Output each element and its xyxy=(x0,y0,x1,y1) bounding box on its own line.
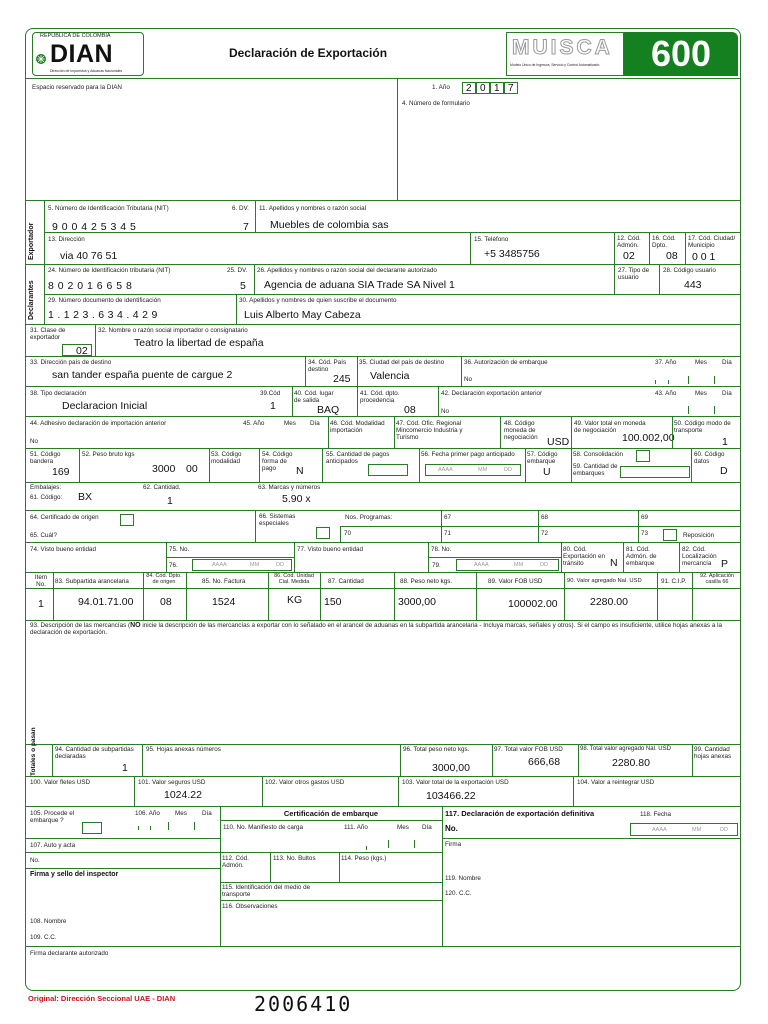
item-header-8: 90. Valor agregado Nal. USD xyxy=(567,578,642,584)
f118-aaaa: AAAA xyxy=(652,827,667,833)
no78-label: 78. No. xyxy=(431,546,452,553)
decl-anterior-label: 42. Declaración exportación anterior xyxy=(441,390,543,397)
item-header-0: Item No. xyxy=(34,574,48,588)
anio-digit-1: 2 xyxy=(462,82,476,94)
declarantes-side-label: Declarantes xyxy=(28,280,35,320)
cod39-label: 39.Cód xyxy=(260,390,281,397)
decl-dv-label: 25. DV. xyxy=(227,267,248,274)
totales-side-label: Totales o pasan xyxy=(30,727,37,776)
mes106-label: Mes xyxy=(175,810,187,817)
serial-number: 2006410 xyxy=(254,992,353,1016)
marcas-value: 5.90 x xyxy=(282,493,311,505)
anio-digit-3: 1 xyxy=(490,82,504,94)
cual-label: 65. Cuál? xyxy=(30,532,57,539)
admon-embarque-label: 81. Cód. Admón. de embarque xyxy=(626,546,657,567)
moneda-value: USD xyxy=(547,436,570,448)
moneda-label: 48. Código moneda de negociación xyxy=(504,420,538,441)
decl-anterior-value: No xyxy=(441,408,450,415)
prog-70: 70 xyxy=(344,530,352,537)
item-row-cell-7: 100002.00 xyxy=(508,598,558,610)
total-exportacion-value: 103466.22 xyxy=(426,790,476,802)
localizacion-label: 82. Cód. Localización mercancía xyxy=(682,546,717,567)
mes111-label: Mes xyxy=(397,824,409,831)
razon-social-value: Muebles de colombia sas xyxy=(270,219,389,231)
consolidacion-box xyxy=(636,450,650,462)
espacio-reservado-label: Espacio reservado para la DIAN xyxy=(32,84,122,91)
suscribe-value: Luis Alberto May Cabeza xyxy=(244,309,361,321)
n76-label: 76. xyxy=(169,562,178,569)
n79-label: 79. xyxy=(432,562,441,569)
dia111-label: Día xyxy=(422,824,432,831)
doc-value: 1 . 1 2 3 . 6 3 4 . 4 2 9 xyxy=(48,309,158,321)
admon112-label: 112. Cód. Admón. xyxy=(222,855,249,869)
prog-71: 71 xyxy=(444,530,452,537)
codigo61-value: BX xyxy=(78,491,93,503)
admon-label: 12. Cód. Admón. xyxy=(617,235,641,249)
seguros-value: 1024.22 xyxy=(164,789,202,801)
codigo-usuario-label: 28. Código usuario xyxy=(663,267,716,274)
item-row-cell-3: 1524 xyxy=(212,596,236,608)
total-fob-label: 97. Total valor FOB USD xyxy=(494,746,563,753)
auto-acta-label: 107. Auto y acta xyxy=(30,842,76,849)
form-title: Declaración de Exportación xyxy=(228,46,388,60)
nit-label: 5. Número de Identificación Tributaria (NIT) xyxy=(48,205,169,212)
doc-label: 29. Número documento de identificación xyxy=(48,297,161,304)
anio45-label: 45. Año xyxy=(243,420,265,427)
modalidad-importacion-label: 46. Cód. Modalidad importación xyxy=(330,420,385,434)
item-row-cell-0: 1 xyxy=(38,598,44,610)
localizacion-value: P xyxy=(721,558,729,570)
nit-value: 9 0 0 4 2 5 3 4 5 xyxy=(52,221,137,233)
item-header-7: 89. Valor FOB USD xyxy=(488,578,543,585)
pais-value: 245 xyxy=(333,373,351,385)
dv-label: 6. DV. xyxy=(232,205,249,212)
original-label: Original: Dirección Seccional UAE - DIAN xyxy=(28,994,176,1003)
total-fob-value: 666,68 xyxy=(528,756,561,768)
fecha-aaaa: AAAA xyxy=(438,467,453,473)
exportacion-transito-label: 80. Cód. Exportación en tránsito xyxy=(563,546,606,567)
total-agregado-value: 2280.80 xyxy=(612,757,650,769)
dpto-procedencia-label: 41. Cód. dpto. procedencia xyxy=(360,390,400,404)
cant-subpartidas-value: 1 xyxy=(122,762,128,774)
telefono-label: 15. Teléfono xyxy=(474,236,509,243)
valor-negociacion-label: 49. Valor total en moneda de negociación xyxy=(574,420,646,434)
numero-formulario-label: 4. Número de formulario xyxy=(402,100,470,107)
dian-logo-text: DIAN xyxy=(50,40,114,68)
anio-digit-2: 0 xyxy=(476,82,490,94)
clase-exportador-value: 02 xyxy=(76,345,88,357)
cant-subpartidas-label: 94. Cantidad de subpartidas declaradas xyxy=(55,746,134,760)
cc109-label: 109. C.C. xyxy=(30,934,57,941)
prog-68: 68 xyxy=(541,514,549,521)
f76-aaaa: AAAA xyxy=(212,562,227,568)
cantidad-pagos-box xyxy=(368,464,408,476)
sistemas-especiales-checkbox[interactable] xyxy=(316,527,330,539)
fecha118-label: 118. Fecha xyxy=(640,811,672,818)
mes43-label: Mes xyxy=(695,390,707,397)
procede-checkbox[interactable] xyxy=(82,822,102,834)
f118-dd: DD xyxy=(720,827,728,833)
f76-mm: MM xyxy=(250,562,260,568)
item-row-cell-1: 94.01.71.00 xyxy=(78,596,134,608)
decl-dv-value: 5 xyxy=(240,280,246,292)
f76-dd: DD xyxy=(276,562,284,568)
bandera-value: 169 xyxy=(52,466,70,478)
fecha-mm: MM xyxy=(478,467,488,473)
item-header-1: 83. Subpartida arancelaria xyxy=(55,578,129,585)
seguros-label: 101. Valor seguros USD xyxy=(138,779,206,786)
header xyxy=(28,30,740,78)
dia37-label: Día xyxy=(722,359,732,366)
direccion-label: 13. Dirección xyxy=(48,236,85,243)
cantidad-embarques-label: 59. Cantidad de embarques xyxy=(573,463,618,477)
peso-bruto-value: 3000 xyxy=(152,463,176,475)
total-exportacion-label: 103. Valor total de la exportación USD xyxy=(402,779,509,786)
prog-72: 72 xyxy=(541,530,549,537)
suscribe-label: 30. Apellidos y nombres de quien suscribe el documento xyxy=(239,297,397,304)
exportacion-transito-value: N xyxy=(610,557,618,569)
forma-pago-value: N xyxy=(296,465,304,477)
dia43-label: Día xyxy=(722,390,732,397)
total-agregado-label: 98. Total valor agregado Nal. USD xyxy=(580,746,671,752)
dian-emblem-icon xyxy=(34,50,48,68)
fletes-label: 100. Valor fletes USD xyxy=(30,779,91,786)
tipo-declaracion-value: Declaracion Inicial xyxy=(62,400,148,412)
pais-label: 34. Cód. País destino xyxy=(308,359,347,373)
ciudad-destino-value: Valencia xyxy=(370,370,410,382)
importador-value: Teatro la libertad de españa xyxy=(134,337,264,349)
firma-inspector-label: Firma y sello del inspector xyxy=(30,871,119,878)
direccion-value: via 40 76 51 xyxy=(60,250,118,262)
tipo-declaracion-label: 38. Tipo declaración xyxy=(30,390,87,397)
razon-social-label: 11. Apellidos y nombres o razón social xyxy=(259,205,366,212)
otros-gastos-label: 102. Valor otros gastos USD xyxy=(265,779,345,786)
sistemas-especiales-label: 66. Sistemas especiales xyxy=(259,513,296,527)
bandera-label: 51. Código bandera xyxy=(30,451,61,465)
decl117-label: 117. Declaración de exportación definitiva xyxy=(445,809,595,818)
no75-label: 75. No. xyxy=(169,546,190,553)
marcas-label: 63. Marcas y números xyxy=(258,484,321,491)
consolidacion-label: 58. Consolidación xyxy=(573,451,624,458)
prog-69: 69 xyxy=(641,514,649,521)
peso114-label: 114. Peso (kgs.) xyxy=(341,855,387,862)
cantidad-pagos-label: 55. Cantidad de pagos anticipados xyxy=(326,451,390,465)
item-header-2: 84. Cód. Dpto. de origen xyxy=(146,573,182,585)
item-header-5: 87. Cantidad xyxy=(328,578,364,585)
codigo-datos-label: 60. Código datos xyxy=(694,451,725,465)
total-peso-value: 3000,00 xyxy=(432,762,470,774)
dia45-label: Día xyxy=(310,420,320,427)
codigo-usuario-value: 443 xyxy=(684,279,702,291)
no117-label: No. xyxy=(445,824,458,833)
dv-value: 7 xyxy=(243,221,249,233)
codigo61-label: 61. Código: xyxy=(30,494,63,501)
item-header-10: 92. Aplicación casilla 66 xyxy=(700,573,734,585)
exportador-side-label: Exportador xyxy=(28,222,35,260)
decl-nit-label: 24. Número de Identificación tributaria (NIT) xyxy=(48,267,171,274)
importador-label: 32. Nombre o razón social importador o consignatario xyxy=(98,327,248,334)
codigo-embarque-value: U xyxy=(543,466,551,478)
fecha-pago-label: 56. Fecha primer pago anticipado xyxy=(421,451,515,458)
mes37-label: Mes xyxy=(695,359,707,366)
mes45-label: Mes xyxy=(284,420,296,427)
obs116-label: 116. Observaciones xyxy=(222,903,278,910)
ciudad-destino-label: 35. Ciudad del país de destino xyxy=(359,359,445,366)
cod39-value: 1 xyxy=(270,400,276,412)
programas-label: Nos. Programas: xyxy=(345,514,393,521)
anio43-label: 43. Año xyxy=(655,390,677,397)
valor-negociacion-value: 100.002,00 xyxy=(622,432,675,444)
adhesivo-value: No xyxy=(30,438,39,445)
item-row-cell-6: 3000,00 xyxy=(398,596,436,608)
dpto-label: 16. Cód. Dpto. xyxy=(652,235,676,249)
cantidad-embarques-box xyxy=(620,466,690,478)
f79-aaaa: AAAA xyxy=(474,562,489,568)
reposicion-checkbox[interactable] xyxy=(663,529,677,541)
item-header-6: 88. Peso neto kgs. xyxy=(400,578,453,585)
cantidad62-label: 62. Cantidad. xyxy=(143,484,181,491)
anio37-label: 37. Año xyxy=(655,359,677,366)
prog-73: 73 xyxy=(641,530,649,537)
decl-nit-value: 8 0 2 0 1 6 6 5 8 xyxy=(48,280,133,292)
codigo-embarque-label: 57. Código embarque xyxy=(527,451,558,465)
forma-pago-label: 54. Código forma de pago xyxy=(262,451,293,472)
medio115-label: 115. Identificación del medio de transporte xyxy=(222,884,311,898)
republica-label: REPUBLICA DE COLOMBIA xyxy=(40,33,111,39)
hojas-anexas99-label: 99. Cantidad hojas anexas xyxy=(694,746,732,760)
nombre108-label: 108. Nombre xyxy=(30,918,67,925)
anio-label: 1. Año xyxy=(432,84,450,91)
clase-exportador-label: 31. Clase de exportador xyxy=(30,327,66,341)
codigo-datos-value: D xyxy=(720,465,728,477)
transporte-label: 50. Código modo de transporte xyxy=(674,420,731,434)
bultos113-label: 113. No. Bultos xyxy=(273,855,316,862)
visto77-label: 77. Visto bueno entidad xyxy=(297,546,364,553)
total-peso-label: 96. Total peso neto kgs. xyxy=(403,746,470,753)
f79-mm: MM xyxy=(514,562,524,568)
lugar-salida-label: 40. Cód. lugar de salida xyxy=(294,390,334,404)
certificado-origen-checkbox[interactable] xyxy=(120,514,134,526)
dir-destino-label: 33. Dirección país de destino xyxy=(30,359,112,366)
peso-bruto-label: 52. Peso bruto kgs xyxy=(82,451,135,458)
item-row-cell-4: KG xyxy=(287,594,303,606)
cc120-label: 120. C.C. xyxy=(445,890,472,897)
item-row-cell-5: 150 xyxy=(324,596,342,608)
procede-label: 105. Procede el embarque ? xyxy=(30,810,75,824)
visto-bueno-label: 74. Visto bueno entidad xyxy=(30,546,97,553)
lugar-salida-value: BAQ xyxy=(317,404,340,416)
dian-subtitle: Dirección de Impuestos y Aduanas Nacionales xyxy=(50,69,123,73)
muisca-logo: MUISCA xyxy=(512,36,613,59)
autorizacion-label: 36. Autorización de embarque xyxy=(464,359,548,366)
descripcion-label: 93. Descripción de las mercancías (NO inicie la descripción de las mercancías a exportar con lo señalado en el arancel de aduanas en la subpartida arancelaria - Incluya marcas, señales y otros). Si el campo es insuficiente, utilice hojas anexas a la declaración de exportación. xyxy=(30,622,722,636)
tipo-usuario-label: 27. Tipo de usuario xyxy=(618,267,650,281)
manifiesto-label: 110. No. Manifiesto de carga xyxy=(223,824,304,831)
firma117-label: Firma xyxy=(445,841,462,848)
oficina-regional-label: 47. Cód. Ofic. Regional Mincomercio Industria y Turismo xyxy=(396,420,463,441)
item-header-9: 91. C.I.P. xyxy=(661,578,687,585)
reposicion-label: Reposición xyxy=(683,532,715,539)
cert-embarque-title: Certificación de embarque xyxy=(283,809,379,818)
item-row-cell-2: 08 xyxy=(160,596,172,608)
cantidad62-value: 1 xyxy=(167,495,173,507)
decl-nombre-value: Agencia de aduana SIA Trade SA Nivel 1 xyxy=(264,279,455,291)
telefono-value: +5 3485756 xyxy=(484,248,540,260)
ciudad-value: 0 0 1 xyxy=(692,251,716,263)
anio111-label: 111. Año xyxy=(344,824,368,831)
peso-bruto-dec: 00 xyxy=(186,463,198,475)
codigo-modalidad-label: 53. Código modalidad xyxy=(211,451,242,465)
transporte-value: 1 xyxy=(722,436,728,448)
adhesivo-label: 44. Adhesivo declaración de importación anterior xyxy=(30,420,167,427)
nombre119-label: 119. Nombre xyxy=(445,875,481,882)
dia106-label: Día xyxy=(202,810,212,817)
dpto-procedencia-value: 08 xyxy=(404,404,416,416)
dir-destino-value: san tander españa puente de cargue 2 xyxy=(52,369,233,381)
fecha-dd: DD xyxy=(504,467,512,473)
embalajes-label: Embalajes: xyxy=(30,484,62,491)
autorizacion-value: No xyxy=(464,376,473,383)
item-row-cell-8: 2280.00 xyxy=(590,596,628,608)
reintegrar-label: 104. Valor a reintegrar USD xyxy=(577,779,655,786)
hojas-anexas-label: 95. Hojas anexas números xyxy=(146,746,221,753)
firma-declarante-label: Firma declarante autorizado xyxy=(30,950,109,957)
ciudad-label: 17. Cód. Ciudad/ Municipio xyxy=(688,235,736,249)
form-number: 600 xyxy=(650,33,712,74)
muisca-subtitle: Modelo Único de Ingresos, Servicio y Control Automatizado xyxy=(510,63,600,67)
admon-value: 02 xyxy=(623,250,635,262)
certificado-origen-label: 64. Certificado de origen xyxy=(30,514,99,521)
f118-mm: MM xyxy=(692,827,702,833)
item-header-4: 86. Cód. Unidad Cial. Medida xyxy=(274,573,314,585)
decl-nombre-label: 26. Apellidos y nombres o razón social del declarante autorizado xyxy=(257,267,437,274)
anio-digit-4: 7 xyxy=(504,82,518,94)
dpto-value: 08 xyxy=(666,250,678,262)
prog-67: 67 xyxy=(444,514,452,521)
f79-dd: DD xyxy=(540,562,548,568)
auto-no-label: No. xyxy=(30,857,40,864)
anio106-label: 106. Año xyxy=(135,810,160,817)
item-header-3: 85. No. Factura xyxy=(202,578,246,585)
